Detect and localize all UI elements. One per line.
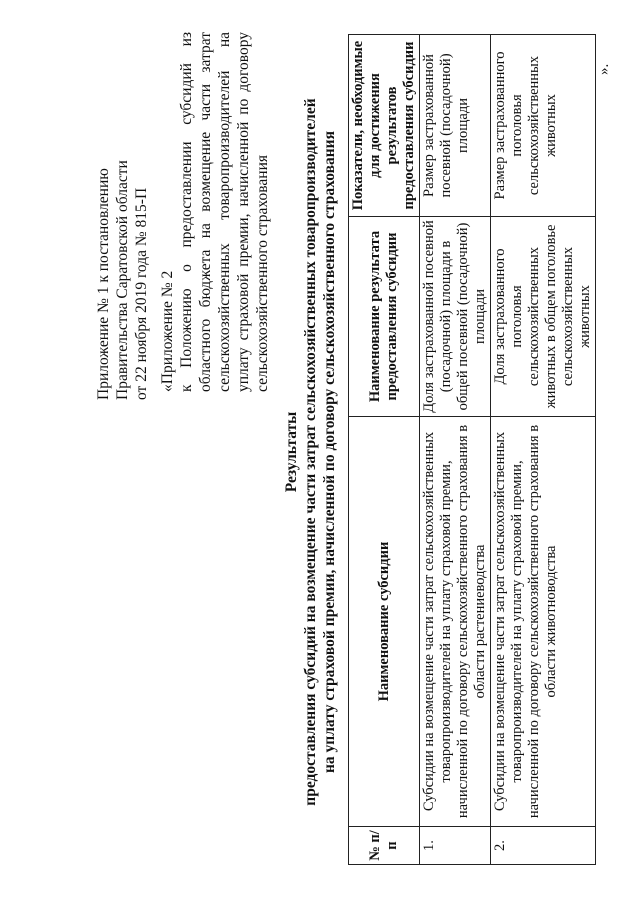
title-line-2: предоставления субсидий на возмещение части затрат сельскохозяйственных товаропроизводителей	[302, 98, 319, 806]
title-line-1: Результаты	[283, 411, 300, 493]
attachment-note	[94, 160, 151, 400]
results-table-wrapper	[348, 35, 596, 865]
header-result-name: Наименование результата предоставления субсидии	[349, 217, 420, 417]
table-header-row	[349, 35, 420, 865]
attachment-line-3: от 22 ноября 2019 года № 815-П	[133, 187, 150, 400]
closing-quote: ».	[596, 63, 612, 75]
row-subsidy-name: Субсидии на возмещение части затрат сельскохозяйственных товаропроизводителей на уплату страховой премии, начисленной по договору сельскохозяйственного страхования в области животноводства	[491, 417, 596, 827]
header-indicators: Показатели, необходимые для достижения результатов предоставления субсидии	[349, 35, 420, 217]
appendix-note	[158, 32, 272, 392]
row-result-name: Доля застрахованного поголовья сельскохозяйственных животных в общем поголовье сельскохозяйственных животных	[491, 217, 596, 417]
attachment-line-2: Правительства Саратовской области	[114, 160, 131, 400]
header-number: № п/п	[349, 827, 420, 865]
row-indicator: Размер застрахованного поголовья сельскохозяйственных животных	[491, 35, 596, 217]
row-indicator: Размер застрахованной посевной (посадочной) площади	[420, 35, 491, 217]
row-result-name: Доля застрахованной посевной (посадочной) площади в общей посевной (посадочной) площади	[420, 217, 491, 417]
header-subsidy-name: Наименование субсидии	[349, 417, 420, 827]
row-subsidy-name: Субсидии на возмещение части затрат сельскохозяйственных товаропроизводителей на уплату страховой премии, начисленной по договору сельскохозяйственного страхования в области растениеводства	[420, 417, 491, 827]
table-row	[420, 35, 491, 865]
row-number: 1.	[420, 827, 491, 865]
table-row	[491, 35, 596, 865]
document-title	[282, 17, 339, 887]
appendix-text: к Положению о предоставлении субсидий из областного бюджета на возмещение части затрат сельскохозяйственных товаропроизводителей на уплату страховой премии, начисленной по договору сельскохозяйственного страхования	[178, 32, 271, 392]
title-line-3: на уплату страховой премии, начисленной по договору сельскохозяйственного страхования	[321, 131, 338, 773]
row-number: 2.	[491, 827, 596, 865]
appendix-title: «Приложение № 2	[159, 270, 176, 392]
results-table	[348, 34, 596, 865]
attachment-line-1: Приложение № 1 к постановлению	[95, 168, 112, 400]
